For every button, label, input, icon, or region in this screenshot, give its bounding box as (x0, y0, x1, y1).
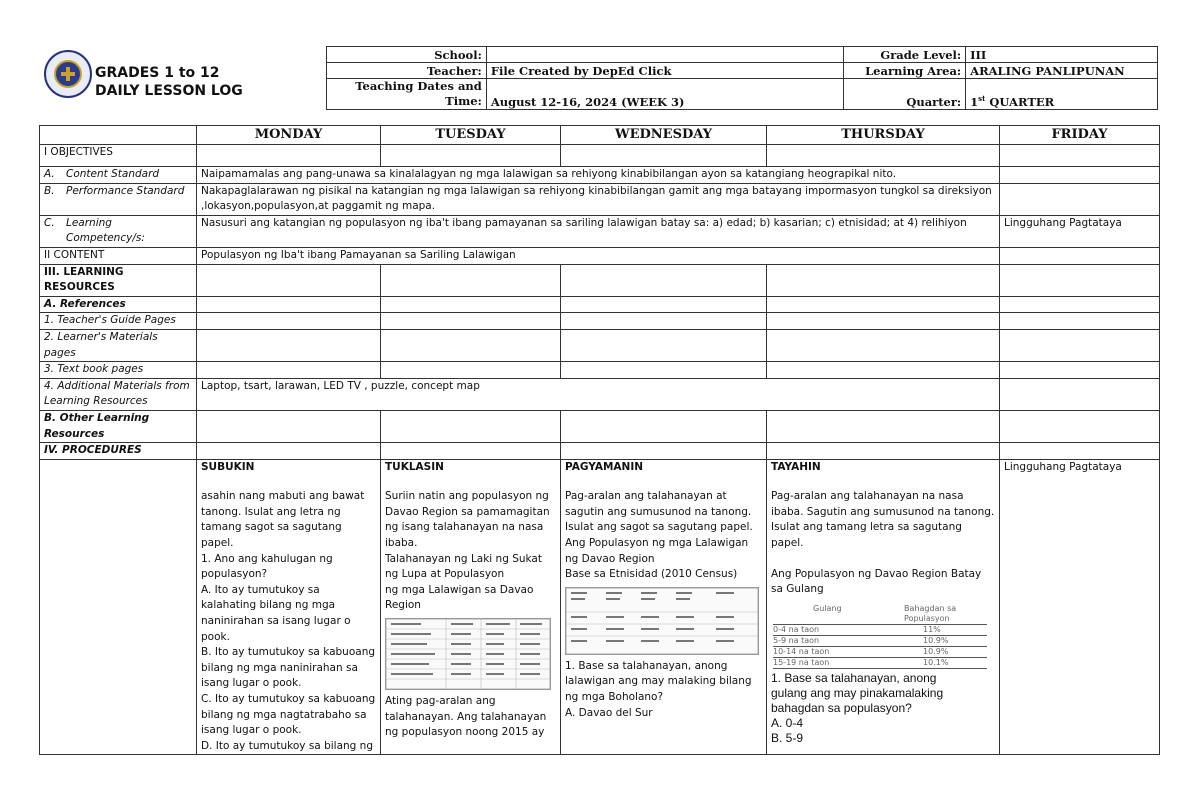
age-table-cell: 10-14 na taon (773, 646, 830, 656)
tuesday-line: Suriin natin ang populasyon ng (385, 490, 549, 503)
performance-standard-value: Nakapaglalarawan ng pisikal na katangian ng mga lalawigan sa rehiyong kinabibilangan gamit ang mga batayang impormasyon tungkol sa direksiyon ,lokasyon,populasyon,at paggamit ng mapa. (197, 183, 1000, 215)
tuesday-procedure-title: TUKLASIN (385, 460, 444, 473)
objectives-label: I OBJECTIVES (40, 145, 197, 167)
thursday-question: 1. Base sa talahanayan, anong (771, 670, 937, 685)
tuesday-line: talahanayan. Ang talahanayan (385, 710, 547, 723)
title-line-2: DAILY LESSON LOG (95, 83, 243, 99)
monday-procedure-title: SUBUKIN (201, 460, 255, 473)
other-resources-label: B. Other Learning Resources (40, 410, 197, 442)
wednesday-line: lalawigan ang may malaking bilang (565, 675, 752, 688)
procedures-label: IV. PROCEDURES (40, 443, 197, 460)
tuesday-line: ng populasyon noong 2015 ay (385, 726, 545, 739)
monday-line: B. Ito ay tumutukoy sa kabuoang (201, 646, 376, 659)
population-table-image (385, 618, 551, 690)
learning-area-value: ARALING PANLIPUNAN (966, 63, 1158, 79)
grade-level-label: Grade Level: (844, 47, 966, 63)
thursday-line: papel. (771, 537, 804, 550)
age-table-header: Bahagdan sa Populasyon (904, 603, 957, 623)
school-value (486, 47, 843, 63)
dates-value: August 12-16, 2024 (WEEK 3) (486, 79, 843, 110)
grade-level-value: III (966, 47, 1158, 63)
content-label: II CONTENT (40, 247, 197, 264)
content-value: Populasyon ng Iba't ibang Pamayanan sa Sariling Lalawigan (197, 247, 1000, 264)
tuesday-line: Davao Region sa pamamagitan (385, 505, 550, 518)
monday-line: D. Ito ay tumutukoy sa bilang ng (201, 739, 373, 752)
content-standard-label: A. Content Standard (40, 167, 197, 184)
ethnicity-table-image (565, 587, 759, 655)
additional-materials-label: 4. Additional Materials from Learning Resources (40, 378, 197, 410)
tuesday-line: ng Lupa at Populasyon (385, 568, 505, 581)
monday-line: naninirahan sa isang lugar o (201, 615, 351, 628)
tuesday-procedure (381, 459, 561, 755)
procedures-row (40, 459, 1160, 755)
thursday-line: ibaba. Sagutin ang sumusunod na tanong. (771, 505, 995, 518)
tuesday-line: ibaba. (385, 537, 418, 550)
teacher-label: Teacher: (327, 63, 487, 79)
tuesday-line: Talahanayan ng Laki ng Sukat (385, 552, 542, 565)
wednesday-procedure-title: PAGYAMANIN (565, 460, 644, 473)
day-tuesday: TUESDAY (381, 126, 561, 145)
age-table-header: Gulang (813, 603, 842, 613)
quarter-value: 1st QUARTER (966, 79, 1158, 110)
thursday-question: bahagdan sa populasyon? (771, 700, 912, 715)
monday-line: bilang ng mga naninirahan sa (201, 661, 358, 674)
thursday-procedure-title: TAYAHIN (771, 460, 821, 473)
wednesday-line: ng Davao Region (565, 552, 655, 565)
document-title (95, 64, 243, 100)
age-table-cell: 10.1% (923, 657, 949, 667)
lesson-log-table (39, 125, 1160, 755)
wednesday-line: Ang Populasyon ng mga Lalawigan (565, 537, 749, 550)
monday-line: asahin nang mabuti ang bawat (201, 490, 365, 503)
thursday-question: gulang ang may pinakamalaking (771, 685, 944, 700)
age-table-cell: 0-4 na taon (773, 624, 820, 634)
monday-line: C. Ito ay tumutukoy sa kabuoang (201, 693, 376, 705)
header-info-table (326, 46, 1158, 110)
wednesday-line: Isulat ang sagot sa sagutang papel. (565, 521, 753, 534)
monday-line: tamang sagot sa sagutang papel. (201, 521, 342, 550)
wednesday-line: sagutin ang sumusunod na tanong. (565, 505, 752, 518)
deped-seal-logo (44, 50, 92, 98)
learning-area-label: Learning Area: (844, 63, 966, 79)
age-table-cell: 15-19 na taon (773, 657, 830, 667)
wednesday-line: Base sa Etnisidad (2010 Census) (565, 568, 738, 581)
age-table-cell: 10.9% (923, 646, 949, 656)
monday-line: isang lugar o pook. (201, 724, 302, 737)
day-monday: MONDAY (197, 126, 381, 145)
learners-materials-label: 2. Learner's Materials pages (40, 329, 197, 361)
dates-label: Teaching Dates and Time: (327, 79, 487, 110)
age-table-cell: 5-9 na taon (773, 635, 820, 645)
title-line-1: GRADES 1 to 12 (95, 65, 220, 81)
teacher-value: File Created by DepEd Click (486, 63, 843, 79)
thursday-procedure (767, 459, 1000, 755)
tuesday-line: Region (385, 599, 421, 612)
textbook-label: 3. Text book pages (40, 362, 197, 379)
monday-line: 1. Ano ang kahulugan ng (201, 552, 333, 565)
monday-procedure (197, 459, 381, 755)
tuesday-line: ng mga Lalawigan sa Davao (385, 583, 534, 596)
age-table-cell: 10.9% (923, 635, 949, 645)
thursday-choice: A. 0-4 (771, 715, 804, 730)
thursday-line: Pag-aralan ang talahanayan na nasa (771, 490, 964, 503)
teachers-guide-label: 1. Teacher's Guide Pages (40, 313, 197, 330)
day-thursday: THURSDAY (767, 126, 1000, 145)
school-label: School: (327, 47, 487, 63)
thursday-subtitle: Ang Populasyon ng Davao Region Batay (771, 567, 982, 580)
tuesday-line: Ating pag-aralan ang (385, 695, 496, 708)
day-friday: FRIDAY (1000, 126, 1160, 145)
monday-line: bilang ng mga nagtatrabaho sa (201, 708, 367, 721)
references-label: A. References (40, 296, 197, 313)
monday-line: tanong. Isulat ang letra ng (201, 505, 341, 518)
thursday-choice: B. 5-9 (771, 730, 804, 745)
content-standard-value: Naipamamalas ang pang-unawa sa kinalalagyan ng mga lalawigan sa rehiyong kinabibilangan ayon sa katangiang heograpikal nito. (197, 167, 1000, 184)
competency-friday: Lingguhang Pagtataya (1000, 215, 1160, 247)
wednesday-line: Pag-aralan ang talahanayan at (565, 490, 727, 503)
competency-value: Nasusuri ang katangian ng populasyon ng iba't ibang pamayanan sa sariling lalawigan batay sa: a) edad; b) kasarian; c) etnisidad; at 4) relihiyon (197, 215, 1000, 247)
tuesday-line: ng isang talahanayan na nasa (385, 521, 544, 534)
friday-procedure-title: Lingguhang Pagtataya (1004, 460, 1122, 473)
resources-label: III. LEARNING RESOURCES (40, 264, 197, 296)
monday-line: pook. (201, 630, 230, 643)
wednesday-procedure (561, 459, 767, 755)
age-table (773, 604, 987, 669)
days-header-row (40, 126, 1160, 145)
thursday-subtitle: sa Gulang (771, 583, 824, 596)
age-table-cell: 11% (923, 624, 941, 634)
performance-standard-label: B. Performance Standard (40, 183, 197, 215)
wednesday-line: A. Davao del Sur (565, 706, 653, 719)
wednesday-line: ng mga Boholano? (565, 691, 664, 704)
thursday-line: Isulat ang tamang letra sa sagutang (771, 521, 962, 534)
friday-procedure (1000, 459, 1160, 755)
monday-line: A. Ito ay tumutukoy sa (201, 583, 320, 596)
seal-inner (54, 60, 82, 88)
additional-materials-value: Laptop, tsart, larawan, LED TV , puzzle, concept map (197, 378, 1000, 410)
monday-line: isang lugar o pook. (201, 677, 302, 690)
monday-line: populasyon? (201, 568, 268, 581)
day-wednesday: WEDNESDAY (561, 126, 767, 145)
quarter-label: Quarter: (844, 79, 966, 110)
monday-line: kalahating bilang ng mga (201, 599, 336, 612)
competency-label: C. Learning Competency/s: (40, 215, 197, 247)
wednesday-line: 1. Base sa talahanayan, anong (565, 659, 728, 672)
